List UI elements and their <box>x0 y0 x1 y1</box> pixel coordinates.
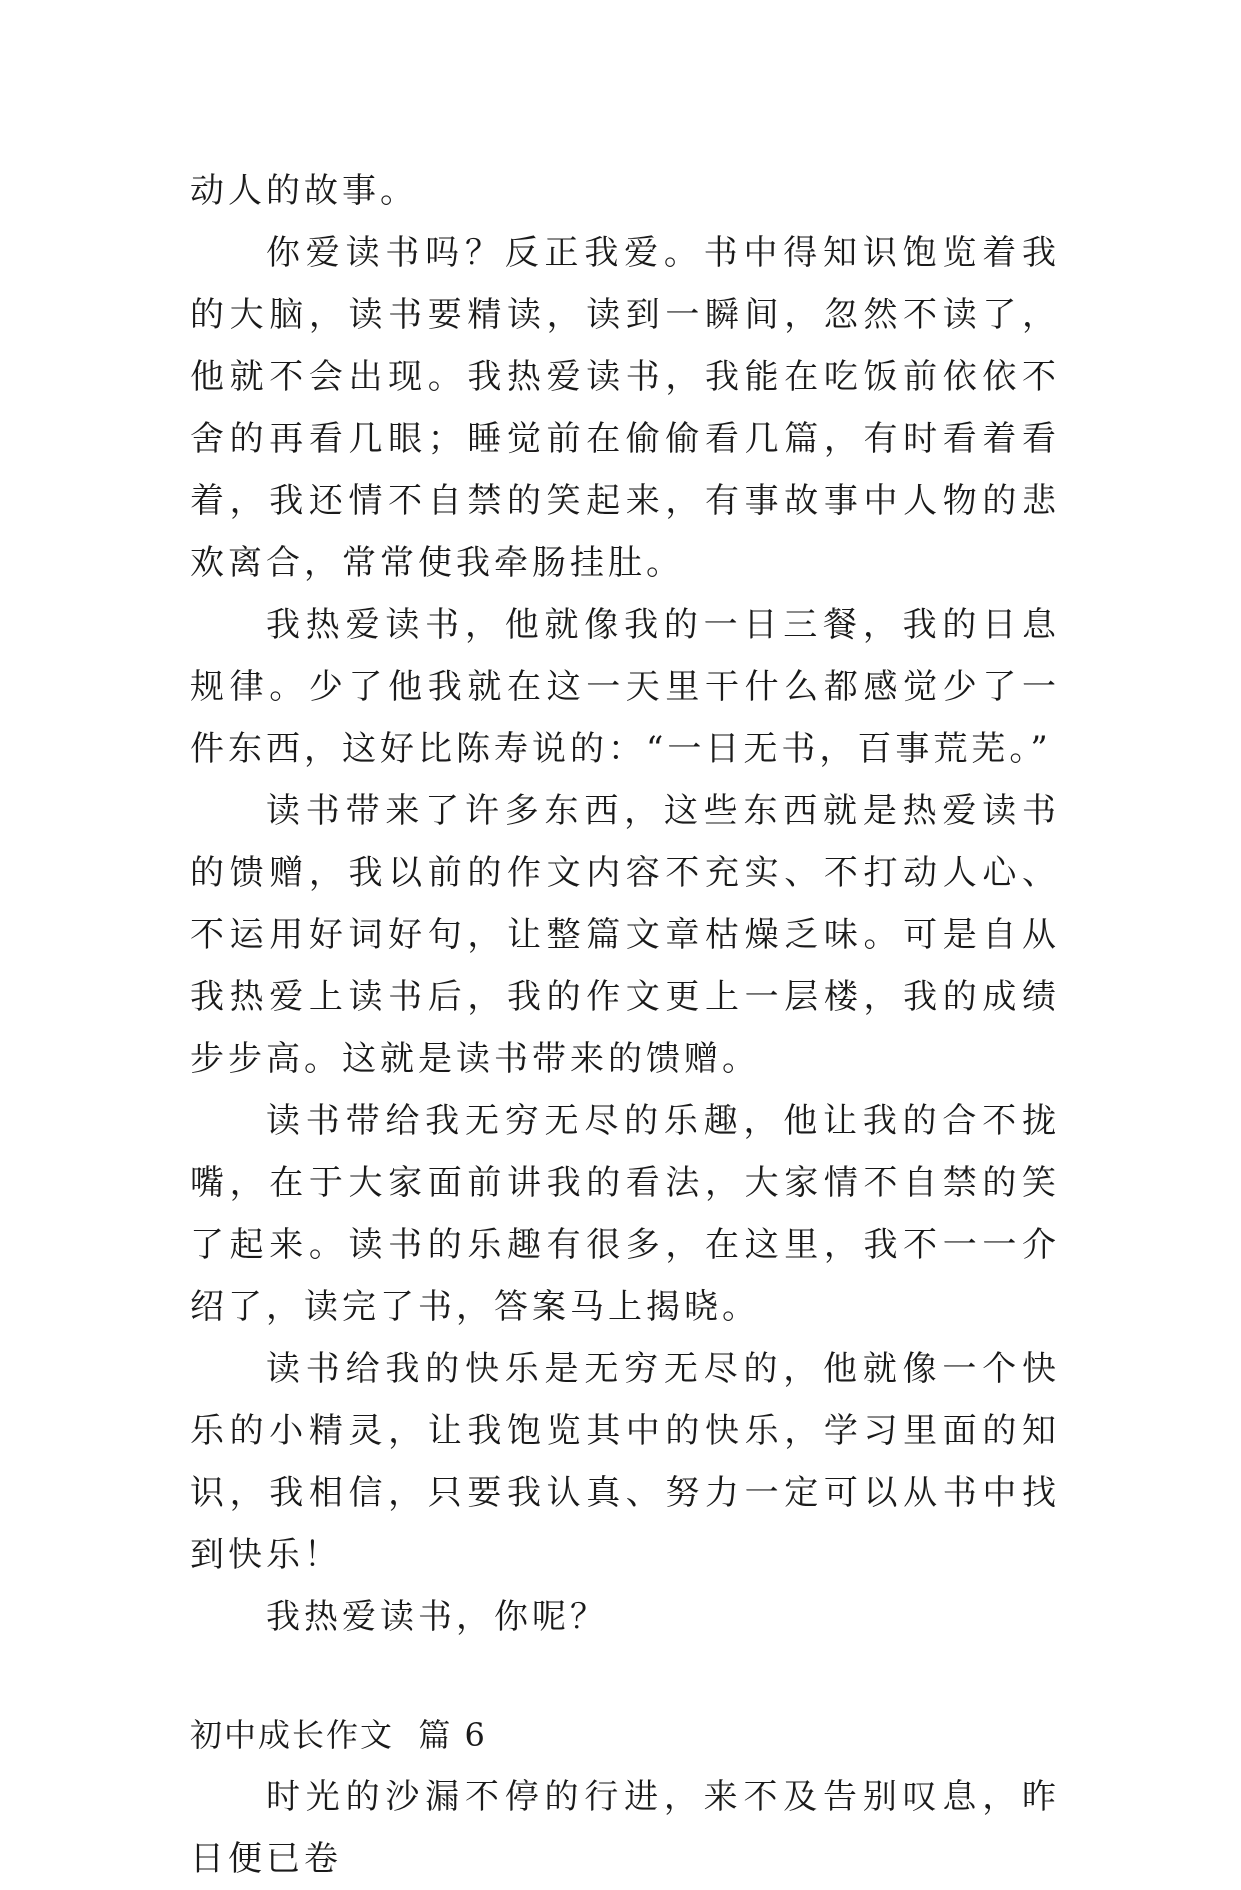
paragraph: 时光的沙漏不停的行进，来不及告别叹息，昨日便已卷 <box>190 1777 1060 1879</box>
paragraph: 你爱读书吗？反正我爱。书中得知识饱览着我的大脑，读书要精读，读到一瞬间，忽然不读了，他就不会出现。我热爱读书，我能在吃饭前依依不舍的再看几眼；睡觉前在偷偷看几篇，有时看着看着，我还情不自禁的笑起来，有事故事中人物的悲欢离合，常常使我牵肠挂肚。 <box>190 233 1060 583</box>
document-body <box>190 160 1060 1890</box>
paragraph-continuation: 动人的故事。 <box>190 171 418 211</box>
section-title: 初中成长作文 篇 6 <box>190 1716 487 1754</box>
paragraph: 读书给我的快乐是无穷无尽的，他就像一个快乐的小精灵，让我饱览其中的快乐，学习里面的知识，我相信，只要我认真、努力一定可以从书中找到快乐！ <box>190 1349 1060 1575</box>
paragraph: 我热爱读书，你呢？ <box>266 1597 608 1637</box>
paragraph: 我热爱读书，他就像我的一日三餐，我的日息规律。少了他我就在这一天里干什么都感觉少了一件东西，这好比陈寿说的：“一日无书，百事荒芜。” <box>190 605 1060 769</box>
paragraph: 读书带来了许多东西，这些东西就是热爱读书的馈赠，我以前的作文内容不充实、不打动人心、不运用好词好句，让整篇文章枯燥乏味。可是自从我热爱上读书后，我的作文更上一层楼，我的成绩步步高。这就是读书带来的馈赠。 <box>190 791 1060 1079</box>
paragraph: 读书带给我无穷无尽的乐趣，他让我的合不拢嘴，在于大家面前讲我的看法，大家情不自禁的笑了起来。读书的乐趣有很多，在这里，我不一一介绍了，读完了书，答案马上揭晓。 <box>190 1101 1060 1327</box>
